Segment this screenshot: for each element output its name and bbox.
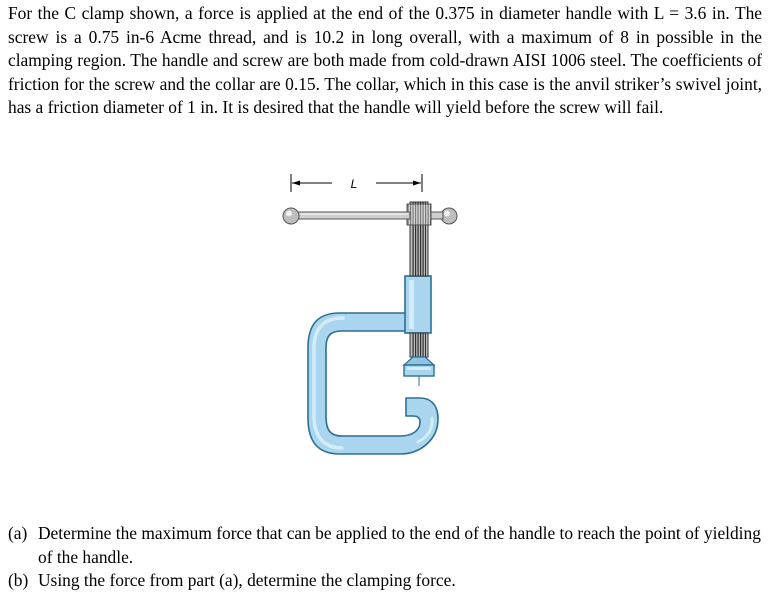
dimension-l — [291, 174, 422, 192]
part-b-marker: (b) — [8, 570, 29, 591]
dimension-label: L — [350, 177, 358, 191]
swivel-pad — [404, 357, 434, 386]
problem-statement: For the C clamp shown, a force is applied at the end of the 0.375 in diameter handle with L = 3.6 in. The screw is a 0.75 in-6 Acme thread, and is 10.2 in long overall, with a maximum of 8 in possible in the clamping region. The handle and screw are both made from cold-drawn AISI 1006 steel. The coefficients of friction for the screw and the collar are 0.15. The collar, which in this case is the anvil striker’s swivel joint, has a friction diameter of 1 in. It is desired that the handle will yield before the screw will fail. — [8, 3, 762, 118]
part-a — [8, 522, 764, 569]
c-clamp-figure — [270, 172, 490, 512]
question-parts — [8, 522, 764, 593]
part-a-text: Determine the maximum force that can be applied to the end of the handle to reach the point of yielding of the handle. — [38, 523, 761, 567]
part-a-marker: (a) — [8, 523, 28, 543]
part-b-text: Using the force from part (a), determine the clamping force. — [38, 570, 456, 591]
part-b — [8, 569, 764, 593]
